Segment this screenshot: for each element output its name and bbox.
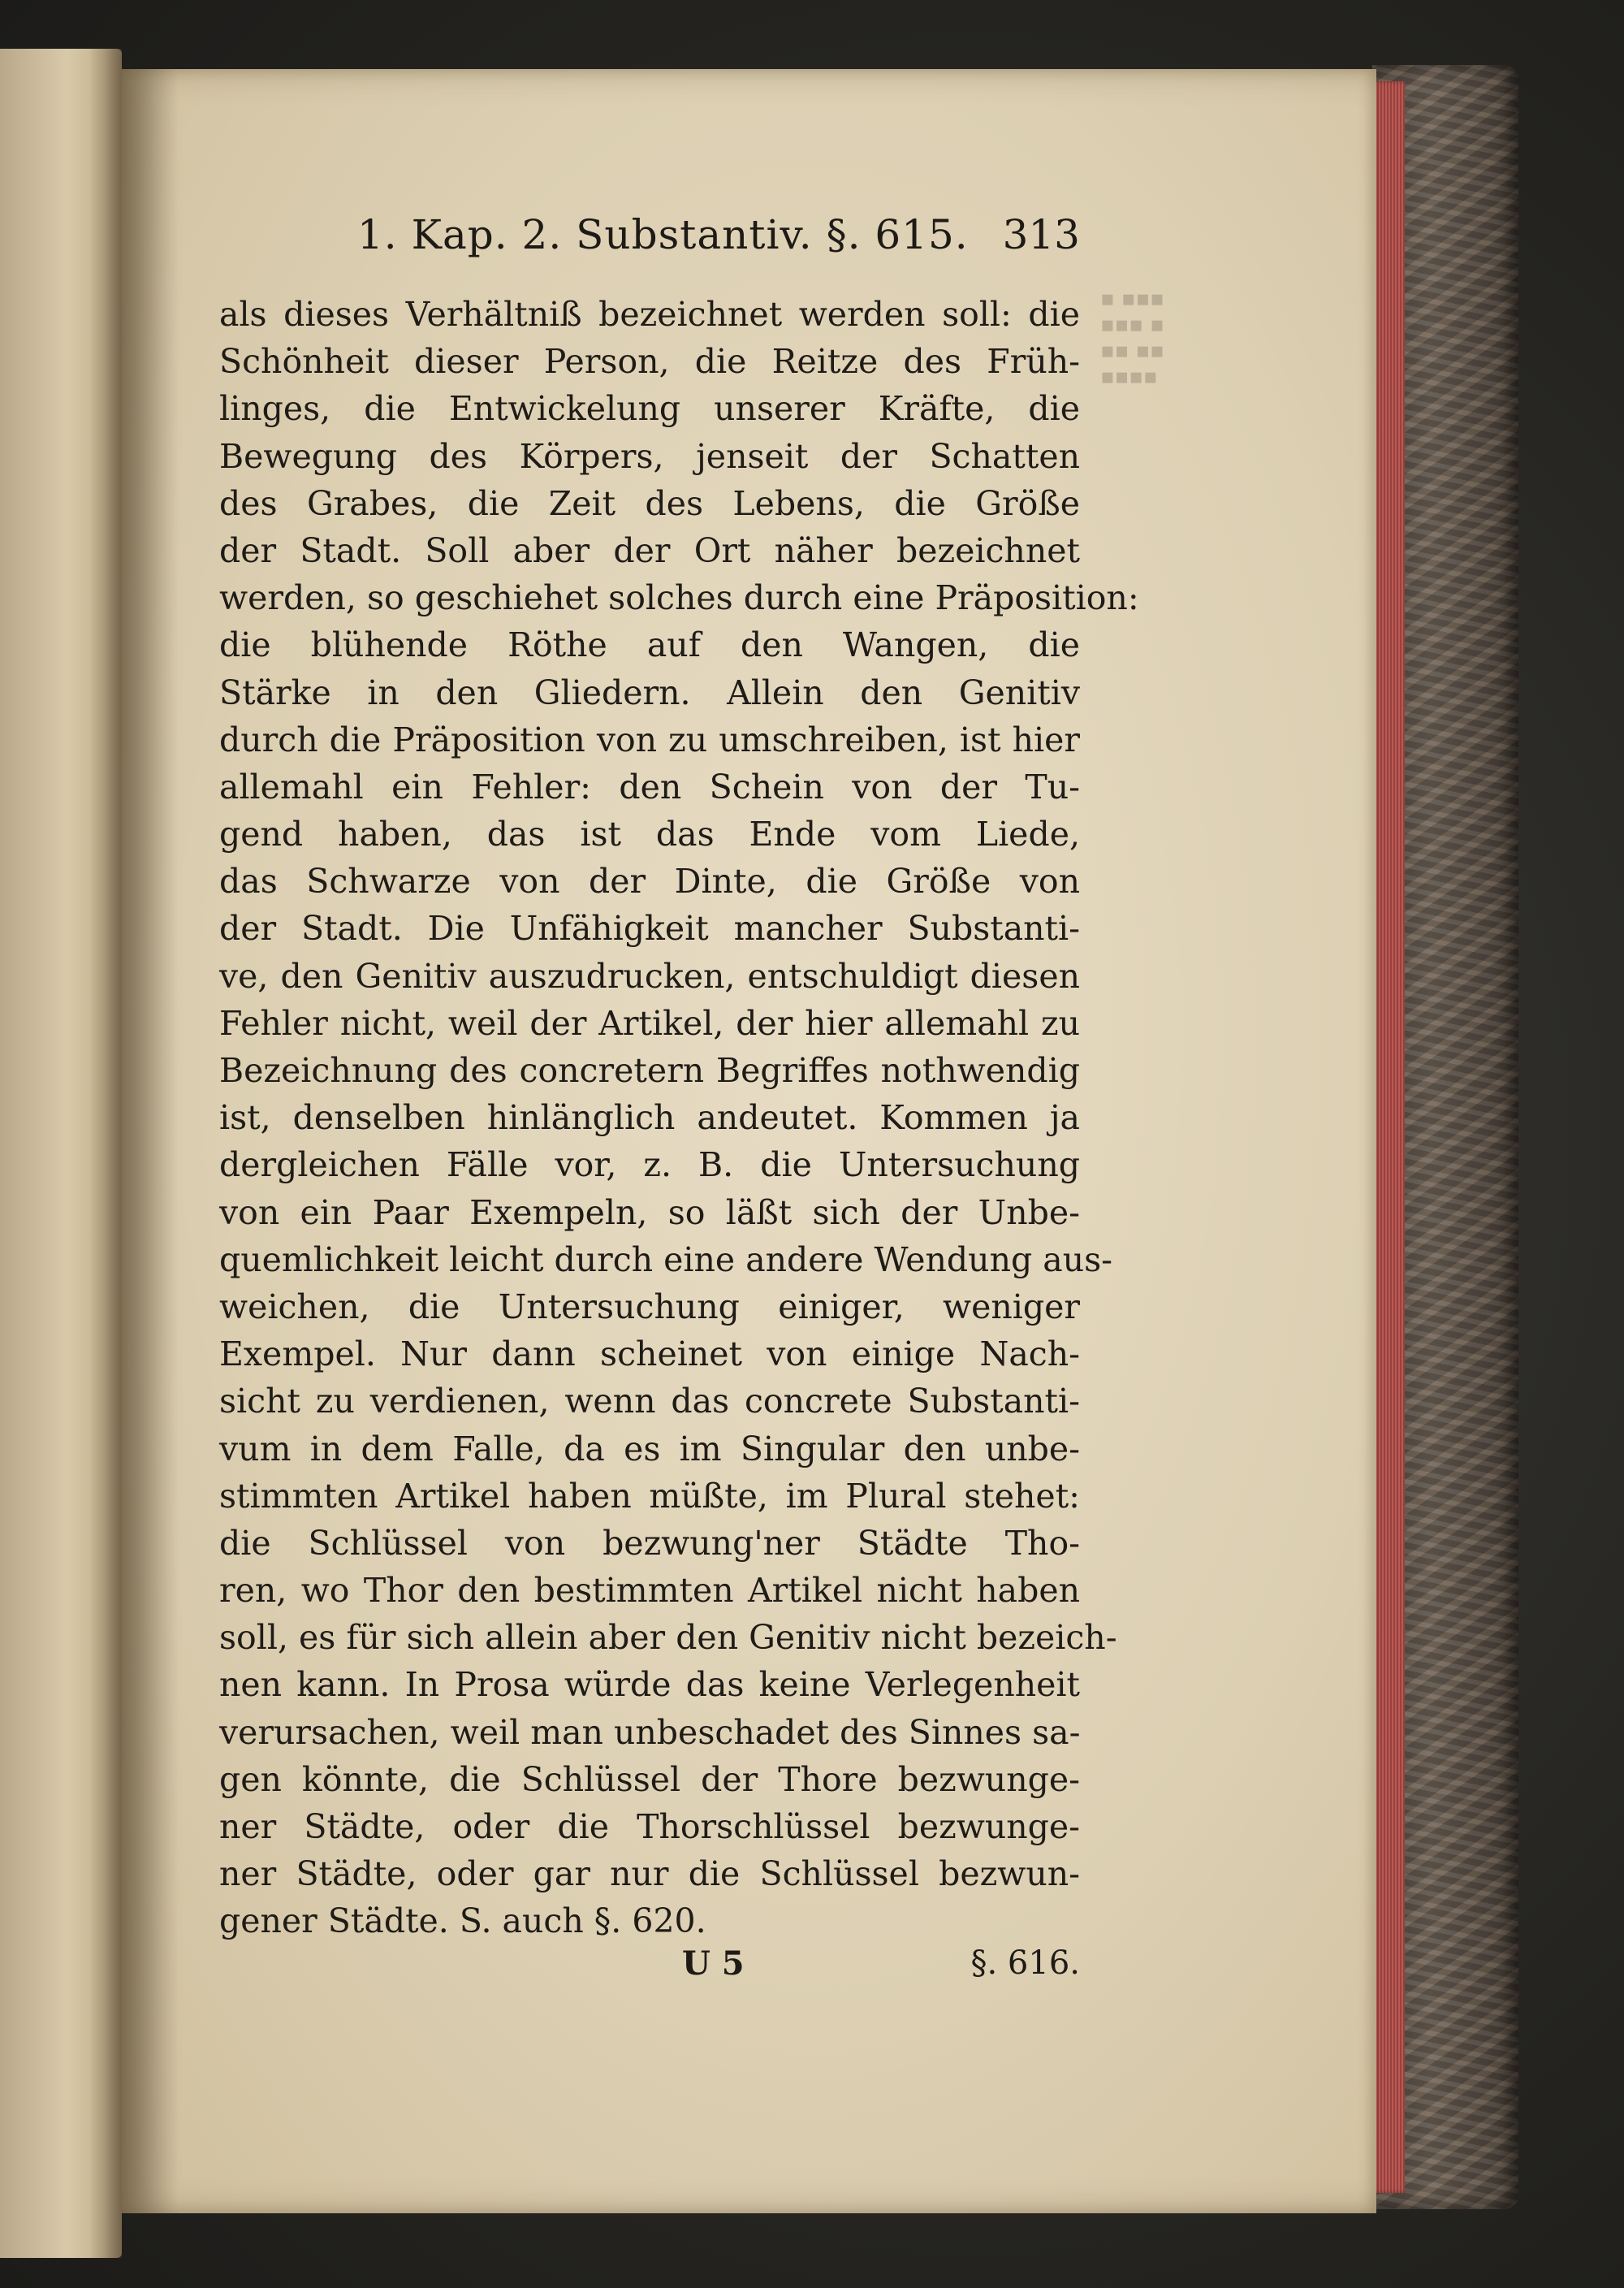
page-header [219, 195, 1080, 260]
text-line: Exempel. Nur dann scheinet von einige Nach- [219, 1334, 1080, 1374]
signature-mark: U 5 [682, 1944, 745, 1983]
text-line: ner Städte, oder die Thorschlüssel bezwunge- [219, 1807, 1080, 1846]
text-line: linges, die Entwickelung unserer Kräfte, die [219, 389, 1080, 429]
text-line: von ein Paar Exempeln, so läßt sich der Unbe- [219, 1192, 1080, 1232]
text-line: gen könnte, die Schlüssel der Thore bezwunge- [219, 1759, 1080, 1799]
text-line: weichen, die Untersuchung einiger, weniger [219, 1287, 1080, 1326]
text-line: als dieses Verhältniß bezeichnet werden soll: die [219, 295, 1080, 334]
previous-page-shadow [89, 49, 122, 2258]
text-line: ner Städte, oder gar nur die Schlüssel bezwun- [219, 1854, 1080, 1894]
text-line: durch die Präposition von zu umschreiben, ist hier [219, 720, 1080, 759]
text-line: Fehler nicht, weil der Artikel, der hier allemahl zu [219, 1003, 1080, 1043]
text-line: die Schlüssel von bezwung'ner Städte Tho- [219, 1523, 1080, 1563]
text-line: allemahl ein Fehler: den Schein von der Tu- [219, 767, 1080, 807]
text-line: stimmten Artikel haben müßte, im Plural stehet: [219, 1476, 1080, 1516]
text-line: der Stadt. Soll aber der Ort näher bezeichnet [219, 530, 1080, 570]
text-line: quemlichkeit leicht durch eine andere Wendung aus- [219, 1239, 1113, 1279]
text-line: ren, wo Thor den bestimmten Artikel nicht haben [219, 1571, 1080, 1611]
red-page-edges [1372, 81, 1405, 2193]
text-line: nen kann. In Prosa würde das keine Verlegenheit [219, 1665, 1080, 1705]
catchword: §. 616. [970, 1944, 1080, 1982]
text-line: des Grabes, die Zeit des Lebens, die Größe [219, 483, 1080, 523]
text-line: dergleichen Fälle vor, z. B. die Untersuchung [219, 1145, 1080, 1185]
text-line: die blühende Röthe auf den Wangen, die [219, 625, 1080, 665]
text-line: vum in dem Falle, da es im Singular den unbe- [219, 1429, 1080, 1468]
text-line: verursachen, weil man unbeschadet des Sinnes sa- [219, 1712, 1081, 1752]
text-line: ist, denselben hinlänglich andeutet. Kommen ja [219, 1098, 1080, 1138]
text-line: ve, den Genitiv auszudrucken, entschuldigt diesen [219, 956, 1080, 996]
text-line: sicht zu verdienen, wenn das concrete Substanti- [219, 1382, 1080, 1421]
text-line: gend haben, das ist das Ende vom Liede, [219, 815, 1080, 854]
page-footer [219, 1944, 1080, 1993]
text-line: Bezeichnung des concretern Begriffes nothwendig [219, 1051, 1080, 1090]
text-line: Stärke in den Gliedern. Allein den Genitiv [219, 673, 1080, 712]
text-line: gener Städte. S. auch §. 620. [219, 1901, 706, 1941]
text-line: Schönheit dieser Person, die Reitze des Früh- [219, 342, 1080, 382]
text-line: das Schwarze von der Dinte, die Größe von [219, 862, 1080, 902]
page-number: 313 [1002, 211, 1080, 258]
text-line: der Stadt. Die Unfähigkeit mancher Substanti- [219, 909, 1080, 949]
text-line: werden, so geschiehet solches durch eine Präposition: [219, 578, 1139, 618]
text-line: Bewegung des Körpers, jenseit der Schatten [219, 436, 1080, 476]
running-head: 1. Kap. 2. Substantiv. §. 615. [357, 211, 969, 258]
text-line: soll, es für sich allein aber den Genitiv nicht bezeich- [219, 1618, 1117, 1658]
body-text [219, 291, 1139, 1945]
gutter-shadow [122, 69, 179, 2213]
bleed-through-marks: ▪ ▪▪▪ ▪▪▪ ▪ ▪▪ ▪▪ ▪▪▪▪ [1100, 287, 1164, 389]
